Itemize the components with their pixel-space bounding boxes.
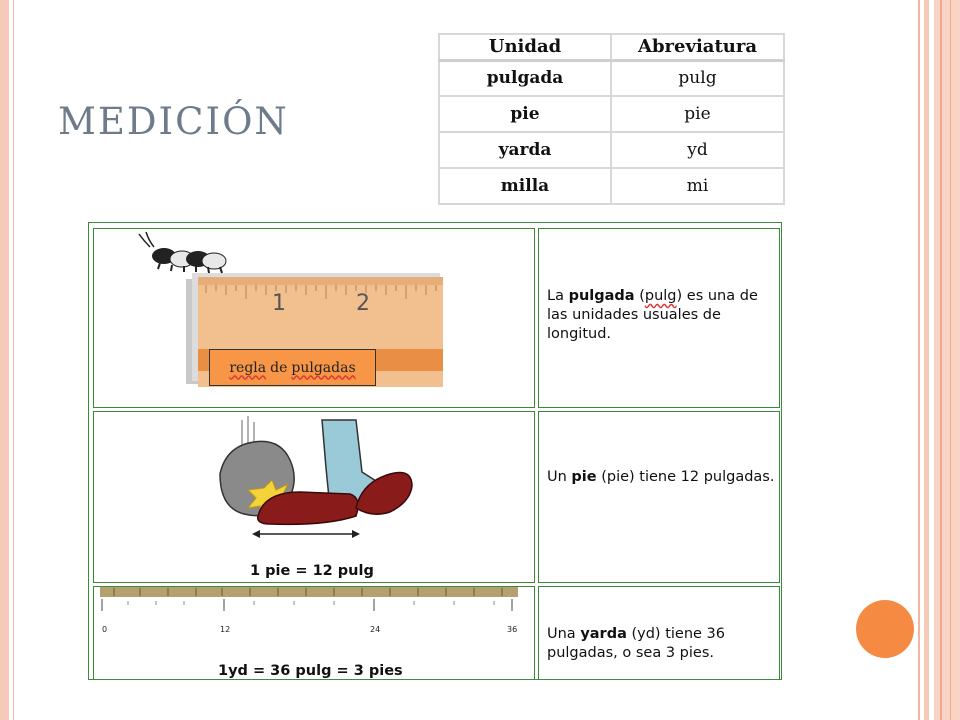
- decorative-orange-circle: [856, 600, 914, 658]
- slide-border-right: [950, 0, 951, 720]
- yard-tick-label: 24: [370, 625, 381, 634]
- table-row: [439, 168, 784, 204]
- unit-cell: milla: [439, 168, 611, 204]
- foot-panel: [93, 411, 535, 583]
- units-header-abbr: Abreviatura: [611, 34, 784, 60]
- slide-border-right: [924, 0, 929, 720]
- yard-tick-label: 0: [102, 625, 108, 634]
- pie-text-panel: [538, 411, 780, 583]
- foot-caption: 1 pie = 12 pulg: [250, 563, 374, 579]
- info-table: [88, 222, 782, 680]
- yarda-description: Una yarda (yd) tiene 36 pulgadas, o sea 3 pies.: [547, 626, 725, 661]
- abbr-cell: pulg: [611, 60, 784, 96]
- unit-cell: pulgada: [439, 60, 611, 96]
- slide-border-left-line: [13, 0, 14, 720]
- yard-tick-label: 36: [507, 625, 518, 634]
- abbr-cell: yd: [611, 132, 784, 168]
- table-row: [439, 96, 784, 132]
- yarda-text-panel: [538, 586, 780, 680]
- slide-border-left: [0, 0, 9, 720]
- slide-border-right: [940, 0, 942, 720]
- ruler-label-word: pulgadas: [291, 359, 356, 376]
- table-row: [439, 132, 784, 168]
- ruler-label-word: regla: [229, 359, 267, 376]
- yard-tick-label: 12: [220, 625, 231, 634]
- units-table: [438, 33, 785, 205]
- ruler-mark-2: 2: [356, 291, 370, 316]
- yard-caption: 1yd = 36 pulg = 3 pies: [218, 663, 403, 679]
- ruler-label-box: [209, 349, 376, 386]
- unit-cell: yarda: [439, 132, 611, 168]
- unit-cell: pie: [439, 96, 611, 132]
- ruler-mark-1: 1: [272, 291, 286, 316]
- units-table-header-row: [439, 34, 784, 60]
- yardstick-illustration: [94, 587, 535, 647]
- yard-panel: [93, 586, 535, 680]
- units-header-unit: Unidad: [439, 34, 611, 60]
- slide-border-right: [934, 0, 960, 720]
- pie-description: Un pie (pie) tiene 12 pulgadas.: [547, 469, 775, 485]
- caterpillar-icon: [139, 232, 226, 273]
- abbr-cell: mi: [611, 168, 784, 204]
- table-row: [439, 60, 784, 96]
- foot-illustration: [94, 412, 535, 583]
- abbr-cell: pie: [611, 96, 784, 132]
- ruler-label-word: de: [270, 359, 288, 376]
- ruler-panel: [93, 228, 535, 408]
- shoe-icon: [258, 492, 358, 524]
- slide-title: MEDICIÓN: [58, 100, 289, 143]
- pulgada-description: La pulgada (pulg) es una de las unidades usuales de longitud.: [547, 288, 758, 342]
- slide-border-right: [918, 0, 920, 720]
- pulgada-text-panel: [538, 228, 780, 408]
